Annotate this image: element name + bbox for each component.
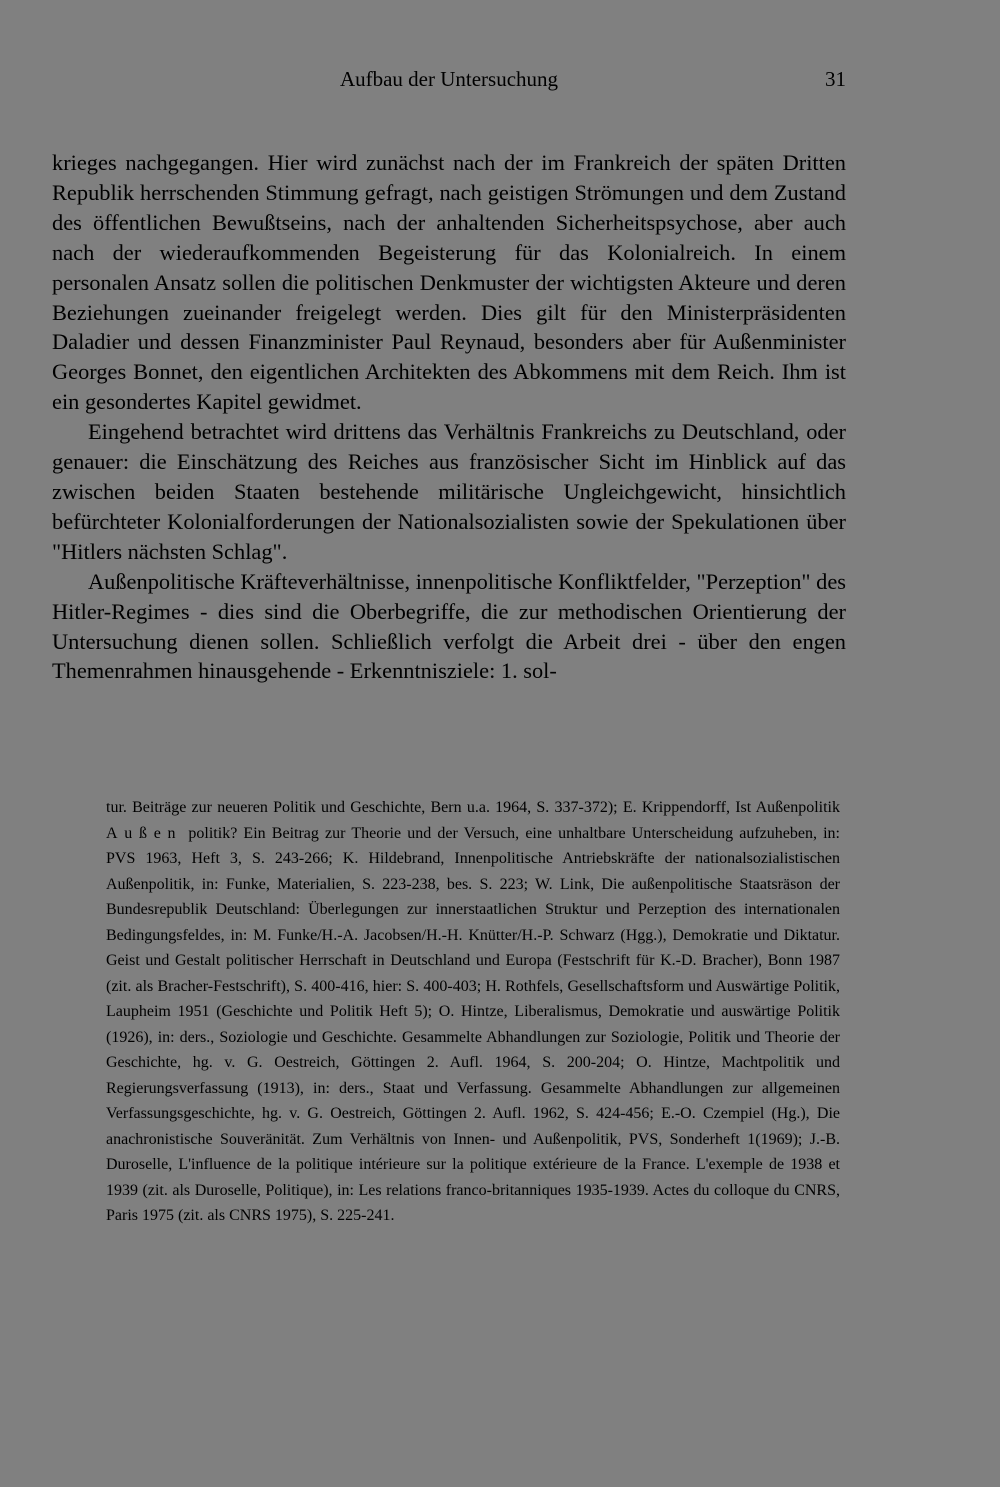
running-head [52,64,846,94]
footnote-text: politik? Ein Beitrag zur Theorie und der Versuch, eine unhaltbare Unterscheidung aufzuheben, in: PVS 1963, Heft 3, S. 243-266; K. Hildebrand, Innenpolitische Antriebskräfte der nationalsozialistischen Außenpolitik, in: Funke, Materialien, S. 223-238, bes. S. 223; W. Link, Die außenpolitische Staatsräson der Bundesrepublik Deutschland: Überlegungen zur innerstaatlichen Struktur und Perzeption des internationalen Bedingungsfeldes, in: M. Funke/H.-A. Jacobsen/H.-H. Knütter/H.-P. Schwarz (Hgg.), Demokratie und Diktatur. Geist und Gestalt politischer Herrschaft in Deutschland und Europa (Festschrift für K.-D. Bracher), Bonn 1987 (zit. als Bracher-Festschrift), S. 400-416, hier: S. 400-403; H. Rothfels, Gesellschaftsform und Auswärtige Politik, Laupheim 1951 (Geschichte und Politik Heft 5); O. Hintze, Liberalismus, Demokratie und auswärtige Politik (1926), in: ders., Soziologie und Geschichte. Gesammelte Abhandlungen zur Soziologie, Politik und Theorie der Geschichte, hg. v. G. Oestreich, Göttingen 2. Aufl. 1964, S. 200-204; O. Hintze, Machtpolitik und Regierungsverfassung (1913), in: ders., Staat und Verfassung. Gesammelte Abhandlungen zur allgemeinen Verfassungsgeschichte, hg. v. G. Oestreich, Göttingen 2. Aufl. 1962, S. 424-456; E.-O. Czempiel (Hg.), Die anachronistische Souveränität. Zum Verhältnis von Innen- und Außenpolitik, PVS, Sonderheft 1(1969); J.-B. Duroselle, L'influence de la politique intérieure sur la politique extérieure de la France. L'exemple de 1938 et 1939 (zit. als Duroselle, Politique), in: Les relations franco-britanniques 1935-1939. Actes du colloque du CNRS, Paris 1975 (zit. als CNRS 1975), S. 225-241. [106,824,840,1224]
footnote [106,795,840,1229]
footnote-text: tur. Beiträge zur neueren Politik und Geschichte, Bern u.a. 1964, S. 337-372); E. Krippendorff, Ist Außenpolitik [106,799,840,816]
body-paragraph: Eingehend betrachtet wird drittens das Verhältnis Frankreichs zu Deutschland, oder genauer: die Einschätzung des Reiches aus französischer Sicht im Hinblick auf das zwischen beiden Staaten bestehende militärische Ungleichgewicht, hinsichtlich befürchteter Kolonialforderungen der Nationalsozialisten sowie der Spekulationen über "Hitlers nächsten Schlag". [52,419,846,564]
footnote-spaced-word: Außen [106,824,183,842]
body-text [52,148,846,686]
running-title: Aufbau der Untersuchung [339,67,559,91]
body-paragraph: krieges nachgegangen. Hier wird zunächst nach der im Frankreich der späten Dritten Republik herrschenden Stimmung gefragt, nach geistigen Strömungen und dem Zustand des öffentlichen Bewußtseins, nach der anhaltenden Sicherheitspsychose, aber auch nach der wiederaufkommenden Begeisterung für das Kolonialreich. In einem personalen Ansatz sollen die politischen Denkmuster der wichtigsten Akteure und deren Beziehungen zueinander freigelegt werden. Dies gilt für den Ministerpräsidenten Daladier und dessen Finanzminister Paul Reynaud, besonders aber für Außenminister Georges Bonnet, den eigentlichen Architekten des Abkommens mit dem Reich. Ihm ist ein gesondertes Kapitel gewidmet. [52,150,846,415]
body-paragraph: Außenpolitische Kräfteverhältnisse, innenpolitische Konfliktfelder, "Perzeption" des Hitler-Regimes - dies sind die Oberbegriffe, die zur methodischen Orientierung der Untersuchung dienen sollen. Schließlich verfolgt die Arbeit drei - über den engen Themenrahmen hinausgehende - Erkenntnisziele: 1. sol- [52,568,846,684]
page-number: 31 [825,67,846,91]
